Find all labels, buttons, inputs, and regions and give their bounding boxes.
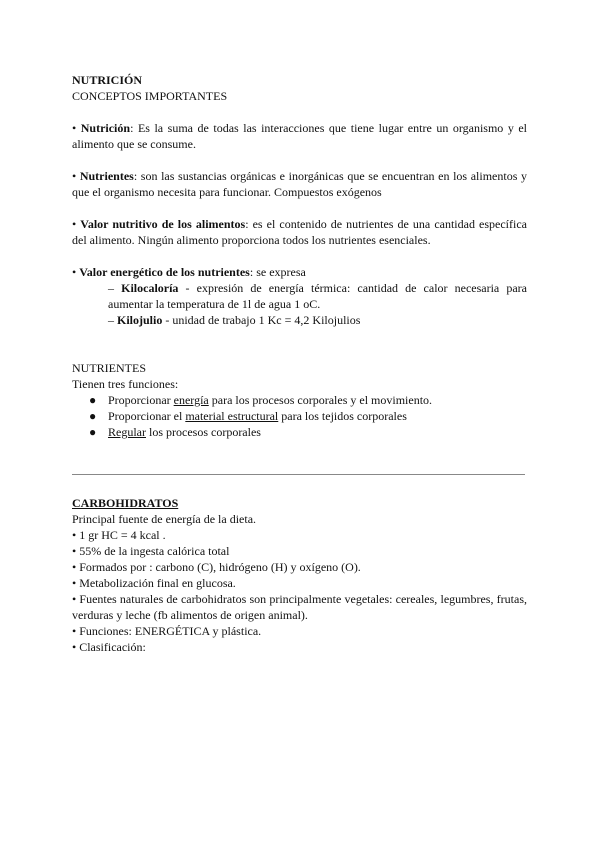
subitem-text: - expresión de energía térmica: cantidad de calor necesaria para aumentar la temperatura de 1l de agua 1 oC. [108, 281, 528, 311]
underlined-term: energía [173, 393, 209, 407]
bullet-icon: ● [89, 425, 97, 439]
underlined-term: material estructural [185, 409, 279, 423]
concept-term: Nutrientes [79, 169, 134, 183]
concept-term: Valor nutritivo de los alimentos [80, 217, 246, 231]
dash-mark: – [108, 313, 114, 327]
concept-text: : es el contenido de nutrientes de una cantidad específica del alimento. Ningún alimento proporciona todos los nutrientes esenciales. [72, 217, 527, 247]
bullet-icon: ● [89, 409, 97, 423]
nutrients-heading: NUTRIENTES [72, 361, 146, 375]
carbs-line: Principal fuente de energía de la dieta. [72, 512, 257, 526]
carbs-line: • Funciones: ENERGÉTICA y plástica. [72, 624, 262, 638]
document-content [72, 72, 527, 655]
concept-term: Valor energético de los nutrientes [79, 265, 250, 279]
page-subtitle: CONCEPTOS IMPORTANTES [72, 89, 228, 103]
concept-text: : Es la suma de todas las interacciones que tiene lugar entre un organismo y el alimento que se consume. [72, 121, 528, 151]
subitem-kilojulio [72, 312, 527, 328]
page-title: NUTRICIÓN [72, 73, 143, 87]
concept-valor-energetico [72, 264, 527, 280]
carbs-line: • Clasificación: [72, 640, 146, 654]
carbs-line: • Fuentes naturales de carbohidratos son principalmente vegetales: cereales, legumbres, frutas, verduras y leche (fb alimentos de origen animal). [72, 592, 527, 622]
list-item: ● Proporcionar el material estructural para los tejidos corporales [89, 409, 407, 423]
carbs-line: • 1 gr HC = 4 kcal . [72, 528, 166, 542]
bullet-icon: ● [89, 393, 97, 407]
nutrients-intro: Tienen tres funciones: [72, 377, 179, 391]
carbs-heading: CARBOHIDRATOS [72, 496, 179, 510]
dash-mark: – [108, 281, 114, 295]
list-item: ● Proporcionar energía para los procesos corporales y el movimiento. [89, 393, 433, 407]
subitem-term: Kilojulio [117, 313, 163, 327]
concept-nutricion [72, 120, 527, 152]
subitem-kilocaloria [72, 280, 527, 312]
subitem-term: Kilocaloría [121, 281, 179, 295]
concept-text: : son las sustancias orgánicas e inorgánicas que se encuentran en los alimentos y que el organismo necesita para funcionar. Compuestos exógenos [72, 169, 527, 199]
carbs-line: • Formados por : carbono (C), hidrógeno (H) y oxígeno (O). [72, 560, 361, 574]
concept-term: Nutrición [80, 121, 131, 135]
underlined-term: Regular [108, 425, 146, 439]
bullet-mark: • [72, 265, 77, 279]
list-item: ● Regular los procesos corporales [89, 425, 261, 439]
subitem-text: - unidad de trabajo 1 Kc = 4,2 Kilojulios [162, 313, 361, 327]
concept-text: : se expresa [249, 265, 306, 279]
concept-valor-nutritivo [72, 216, 527, 248]
carbs-line: • Metabolización final en glucosa. [72, 576, 236, 590]
nutrients-function-list [72, 392, 527, 440]
concept-nutrientes [72, 168, 527, 200]
bullet-mark: • [72, 169, 77, 183]
bullet-mark: • [72, 121, 77, 135]
bullet-mark: • [72, 217, 77, 231]
carbs-line: • 55% de la ingesta calórica total [72, 544, 230, 558]
